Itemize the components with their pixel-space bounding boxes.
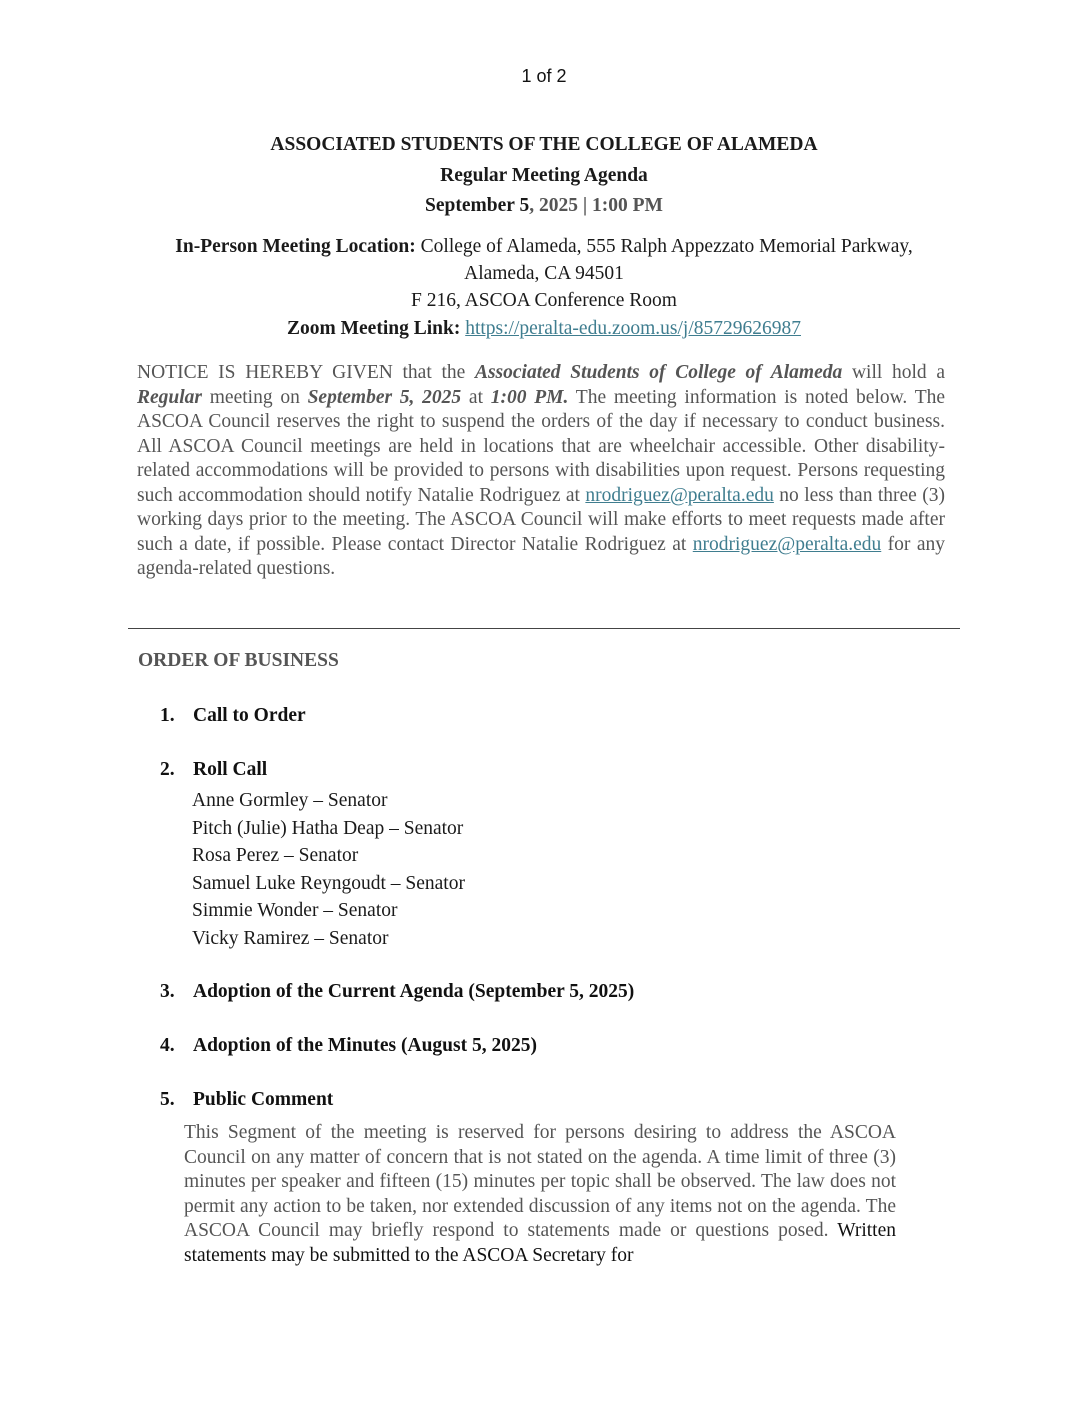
notice-paragraph <box>137 361 945 582</box>
divider <box>128 628 960 629</box>
notice-text: The meeting information is noted below. The ASCOA Council reserves the right to suspend the orders of the day if necessary to conduct business. All ASCOA Council meetings are held in locations that are wheelchair accessible. Other disability-related accommodations will be provided to persons with disabilities upon request. Persons requesting such accommodation should notify Natalie Rodriguez at <box>137 386 946 506</box>
zoom-label: Zoom Meeting Link: <box>286 318 461 339</box>
roll-call-member: Vicky Ramirez – Senator <box>192 927 389 949</box>
agenda-item <box>160 981 634 1003</box>
public-comment-text: This Segment of the meeting is reserved for persons desiring to address the ASCOA Council on any matter of concern that is not stated on the agenda. A time limit of three (3) minutes per speaker and fifteen (15) minutes per topic shall be observed. The law does not permit any action to be taken, nor extended discussion of any items not on the agenda. The ASCOA Council may briefly respond to statements made or questions posed. <box>184 1122 896 1241</box>
zoom-line <box>0 318 1088 340</box>
meeting-date-time: , 2025 | 1:00 PM <box>529 195 663 216</box>
meeting-date <box>0 195 1088 217</box>
order-of-business-heading: ORDER OF BUSINESS <box>138 650 339 671</box>
roll-call-list <box>192 787 465 952</box>
agenda-item <box>160 1035 537 1057</box>
roll-call-member: Pitch (Julie) Hatha Deap – Senator <box>192 817 464 839</box>
agenda-item-number: 5. <box>160 1089 175 1110</box>
agenda-item <box>160 1089 333 1111</box>
notice-meeting-type: Regular <box>137 386 203 408</box>
email-link[interactable]: nrodriguez@peralta.edu <box>585 484 774 506</box>
agenda-item <box>160 705 306 727</box>
org-title: ASSOCIATED STUDENTS OF THE COLLEGE OF ALAMEDA <box>270 134 818 155</box>
email-link[interactable]: nrodriguez@peralta.edu <box>692 533 882 555</box>
notice-text: will hold a <box>842 362 945 383</box>
agenda-item-label: Public Comment <box>193 1089 334 1110</box>
roll-call-member: Samuel Luke Reyngoudt – Senator <box>192 872 465 894</box>
notice-text: NOTICE IS HEREBY GIVEN that the <box>137 362 475 383</box>
zoom-link[interactable]: https://peralta-edu.zoom.us/j/85729626987 <box>465 318 801 339</box>
agenda-item-number: 4. <box>160 1035 175 1056</box>
location-line-2: Alameda, CA 94501 <box>464 263 624 284</box>
agenda-item-label: Adoption of the Current Agenda (September 5, 2025) <box>193 981 635 1002</box>
location-line-1 <box>0 236 1088 258</box>
public-comment-paragraph <box>184 1121 896 1268</box>
location-label: In-Person Meeting Location: <box>175 236 416 257</box>
agenda-item-number: 3. <box>160 981 175 1002</box>
notice-org-name: Associated Students of College of Alameda <box>474 362 843 383</box>
agenda-title: Regular Meeting Agenda <box>440 165 648 186</box>
meeting-date-day: September 5 <box>425 195 530 216</box>
public-comment-text-continued: Written statements may be submitted to the ASCOA Secretary for <box>184 1220 896 1266</box>
roll-call-member: Anne Gormley – Senator <box>192 790 388 811</box>
roll-call-member: Simmie Wonder – Senator <box>192 900 398 921</box>
notice-date: September 5, 2025 <box>307 386 462 408</box>
page-number: 1 of 2 <box>521 66 567 86</box>
agenda-item-number: 1. <box>160 705 175 726</box>
location-address: College of Alameda, 555 Ralph Appezzato Memorial Parkway, <box>415 236 913 257</box>
notice-time: 1:00 PM. <box>490 386 569 408</box>
notice-text: for any agenda-related questions. <box>137 533 945 579</box>
agenda-item <box>160 759 267 781</box>
location-room: F 216, ASCOA Conference Room <box>411 290 677 311</box>
notice-text: at <box>461 386 491 408</box>
agenda-item-number: 2. <box>160 759 175 780</box>
notice-text: meeting on <box>202 386 308 408</box>
agenda-item-label: Roll Call <box>193 759 268 780</box>
agenda-item-label: Adoption of the Minutes (August 5, 2025) <box>193 1035 537 1056</box>
notice-text: no less than three (3) working days prior to the meeting. The ASCOA Council will make efforts to meet requests made after such a date, if possible. Please contact Director Natalie Rodriguez at <box>137 484 945 555</box>
agenda-item-label: Call to Order <box>193 705 306 726</box>
roll-call-member: Rosa Perez – Senator <box>192 845 359 866</box>
